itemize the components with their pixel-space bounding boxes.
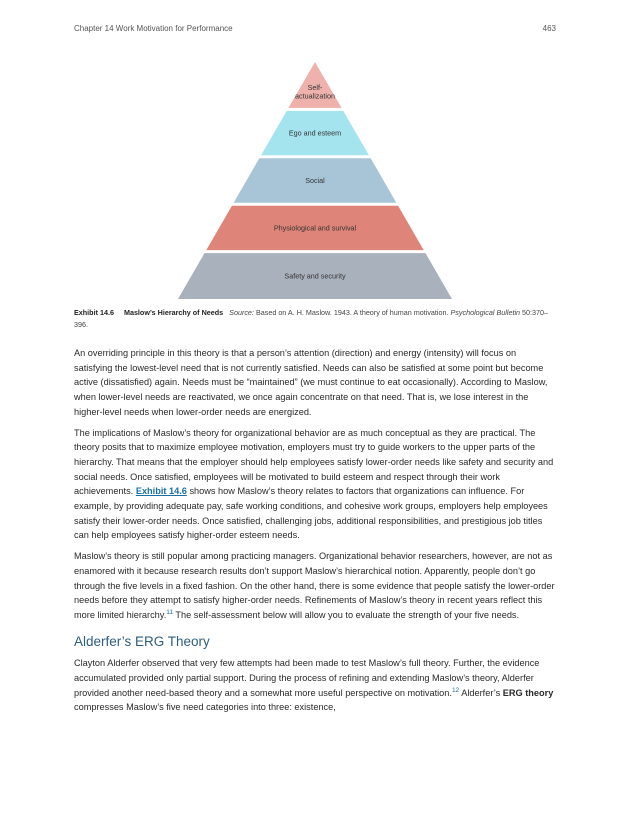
paragraph-2 [74, 426, 556, 544]
caption-source-label: Source: [229, 308, 254, 317]
paragraph-3-text-a: Maslow’s theory is still popular among practicing managers. Organizational behavior researchers, however, are not as enamored with it because research results don’t support Maslow’s hierarchical notion. Apparently, people don’t go through the five levels in a fixed fashion. On the other hand, there is some evidence that people satisfy the lower-order needs before they attempt to satisfy higher-order needs. Refinements of Maslow’s theory in recent years reflect this more limited hierarchy. [74, 551, 555, 620]
pyramid-level-3-label: Social [305, 176, 325, 185]
pyramid-level-4-label: Physiological and survival [273, 223, 357, 233]
section-title: Alderfer’s ERG Theory [74, 633, 210, 649]
key-term: ERG theory [502, 687, 554, 698]
paragraph-3-text-b: The self-assessment below will allow you to evaluate the strength of your five needs. [175, 609, 520, 620]
paragraph-4-text-b: Alderfer’s [461, 687, 501, 698]
paragraph-4-text-c: compresses Maslow’s five need categories into three: existence, [74, 702, 336, 713]
pyramid-level-1-label: Self- [307, 83, 323, 93]
exhibit-caption [74, 307, 560, 331]
body-text [74, 346, 556, 721]
running-header: Chapter 14 Work Motivation for Performance [74, 24, 233, 33]
paragraph-2-text-b: shows how Maslow’s theory relates to factors that organizations can influence. For example, by providing adequate pay, safe working conditions, and cohesive work groups, employers help employees satisfy their lower-order needs. Once satisfied, challenging jobs, additional responsibilities, and prestigious job titles can help employees satisfy higher-order esteem needs. [74, 486, 548, 541]
paragraph-2-text-a: The implications of Maslow’s theory for organizational behavior are as much conceptual as they are practical. The theory posits that to maximize employee motivation, employers must try to guide workers to the upper parts of the hierarchy. That means that the employer should help employees satisfy lower-order needs like safety and security and social needs. Once satisfied, employees will be motivated to build esteem and respect through their work achievements. [74, 427, 554, 497]
paragraph-4-text-a: Clayton Alderfer observed that very few attempts had been made to test Maslow’s full theory. Further, the evidence accumulated provided only partial support. During the process of refining and extending Maslow’s theory, Alderfer provided another need-based theory and a somewhat more useful perspective on motivation. [74, 658, 540, 698]
caption-label: Exhibit 14.6 [74, 308, 114, 317]
caption-source-text: Based on A. H. Maslow. 1943. A theory of human motivation. [255, 308, 449, 317]
pyramid-level-5-label: Safety and security [284, 271, 346, 281]
pyramid-level-2-label: Ego and esteem [288, 128, 342, 138]
paragraph-3 [74, 549, 556, 623]
paragraph-1: An overriding principle in this theory is that a person’s attention (direction) and energy (intensity) will focus on satisfying the lowest-level need that is not currently satisfied. Needs can also be satisfied at some point but become active (dissatisfied) again. Needs must be “maintained” (we must continue to eat occasionally). According to Maslow, when lower-level needs are reactivated, we once again concentrate on that need. That is, we lose interest in the higher-level needs when lower-order needs are energized. [74, 348, 548, 417]
page-number: 463 [542, 24, 556, 33]
footnote-ref-11[interactable]: 11 [166, 608, 173, 616]
footnote-ref-12[interactable]: 12 [451, 686, 460, 694]
exhibit-link[interactable]: Exhibit 14.6 [135, 486, 187, 497]
paragraph-4 [74, 656, 556, 715]
pyramid-level-1-label: actualization [295, 91, 335, 101]
maslow-pyramid [0, 0, 630, 305]
caption-journal: Psychological Bulletin [450, 308, 521, 317]
caption-title: Maslow’s Hierarchy of Needs [123, 308, 224, 317]
caption-pages: 50:370–396. [74, 308, 549, 329]
